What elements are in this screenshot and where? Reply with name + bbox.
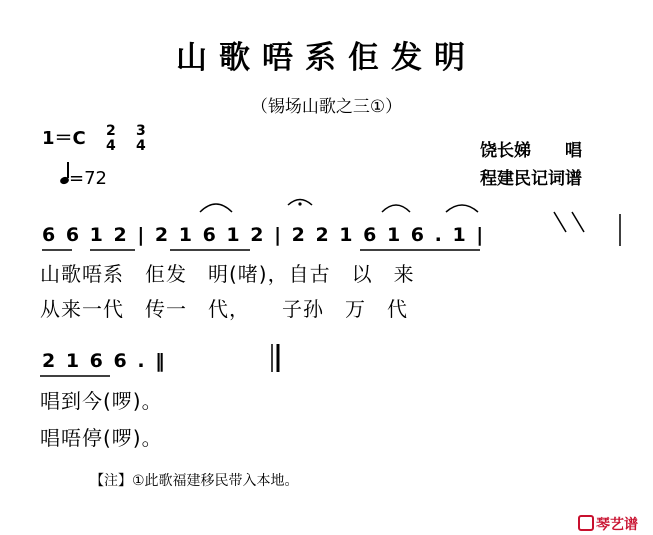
lyrics-row-1-verse-1: 山歌唔系 佢发 明(啫)，自古 以 来 — [40, 262, 415, 286]
key-signature: 1＝C — [42, 128, 86, 149]
glissando-mark — [554, 212, 566, 232]
notation-row-2: 2 1 6 6 . ‖ — [42, 350, 167, 372]
song-title: 山歌唔系佢发明 — [176, 40, 477, 76]
notation-row-1: 6 6 1 2 | 2 1 6 1 2 | 2 2 1 6 1 6 . 1 | — [42, 224, 486, 246]
footnote: 【注】①此歌福建移民带入本地。 — [90, 473, 299, 489]
site-logo: 琴艺谱 — [578, 514, 638, 534]
glissando-mark — [572, 212, 584, 232]
slur-3 — [446, 205, 478, 212]
recorder-credit: 程建民记词谱 — [480, 169, 582, 189]
tempo-marking: =72 — [60, 162, 107, 189]
slur-2 — [382, 205, 410, 212]
meter-3-4: 3 4 — [136, 123, 146, 154]
song-subtitle: （锡场山歌之三①） — [250, 97, 403, 117]
lyrics-row-2-verse-1: 唱到今(啰)。 — [40, 389, 163, 413]
lyrics-row-1-verse-2: 从来一代 传一 代， 子孙 万 代 — [40, 297, 408, 321]
fermata-dot — [298, 202, 301, 205]
slur-1 — [200, 204, 232, 212]
lyrics-row-2-verse-2: 唱唔停(啰)。 — [40, 426, 163, 450]
singer-credit: 饶长娣 唱 — [480, 141, 582, 161]
meter-2-4: 2 4 — [106, 123, 116, 154]
logo-icon — [578, 515, 594, 531]
